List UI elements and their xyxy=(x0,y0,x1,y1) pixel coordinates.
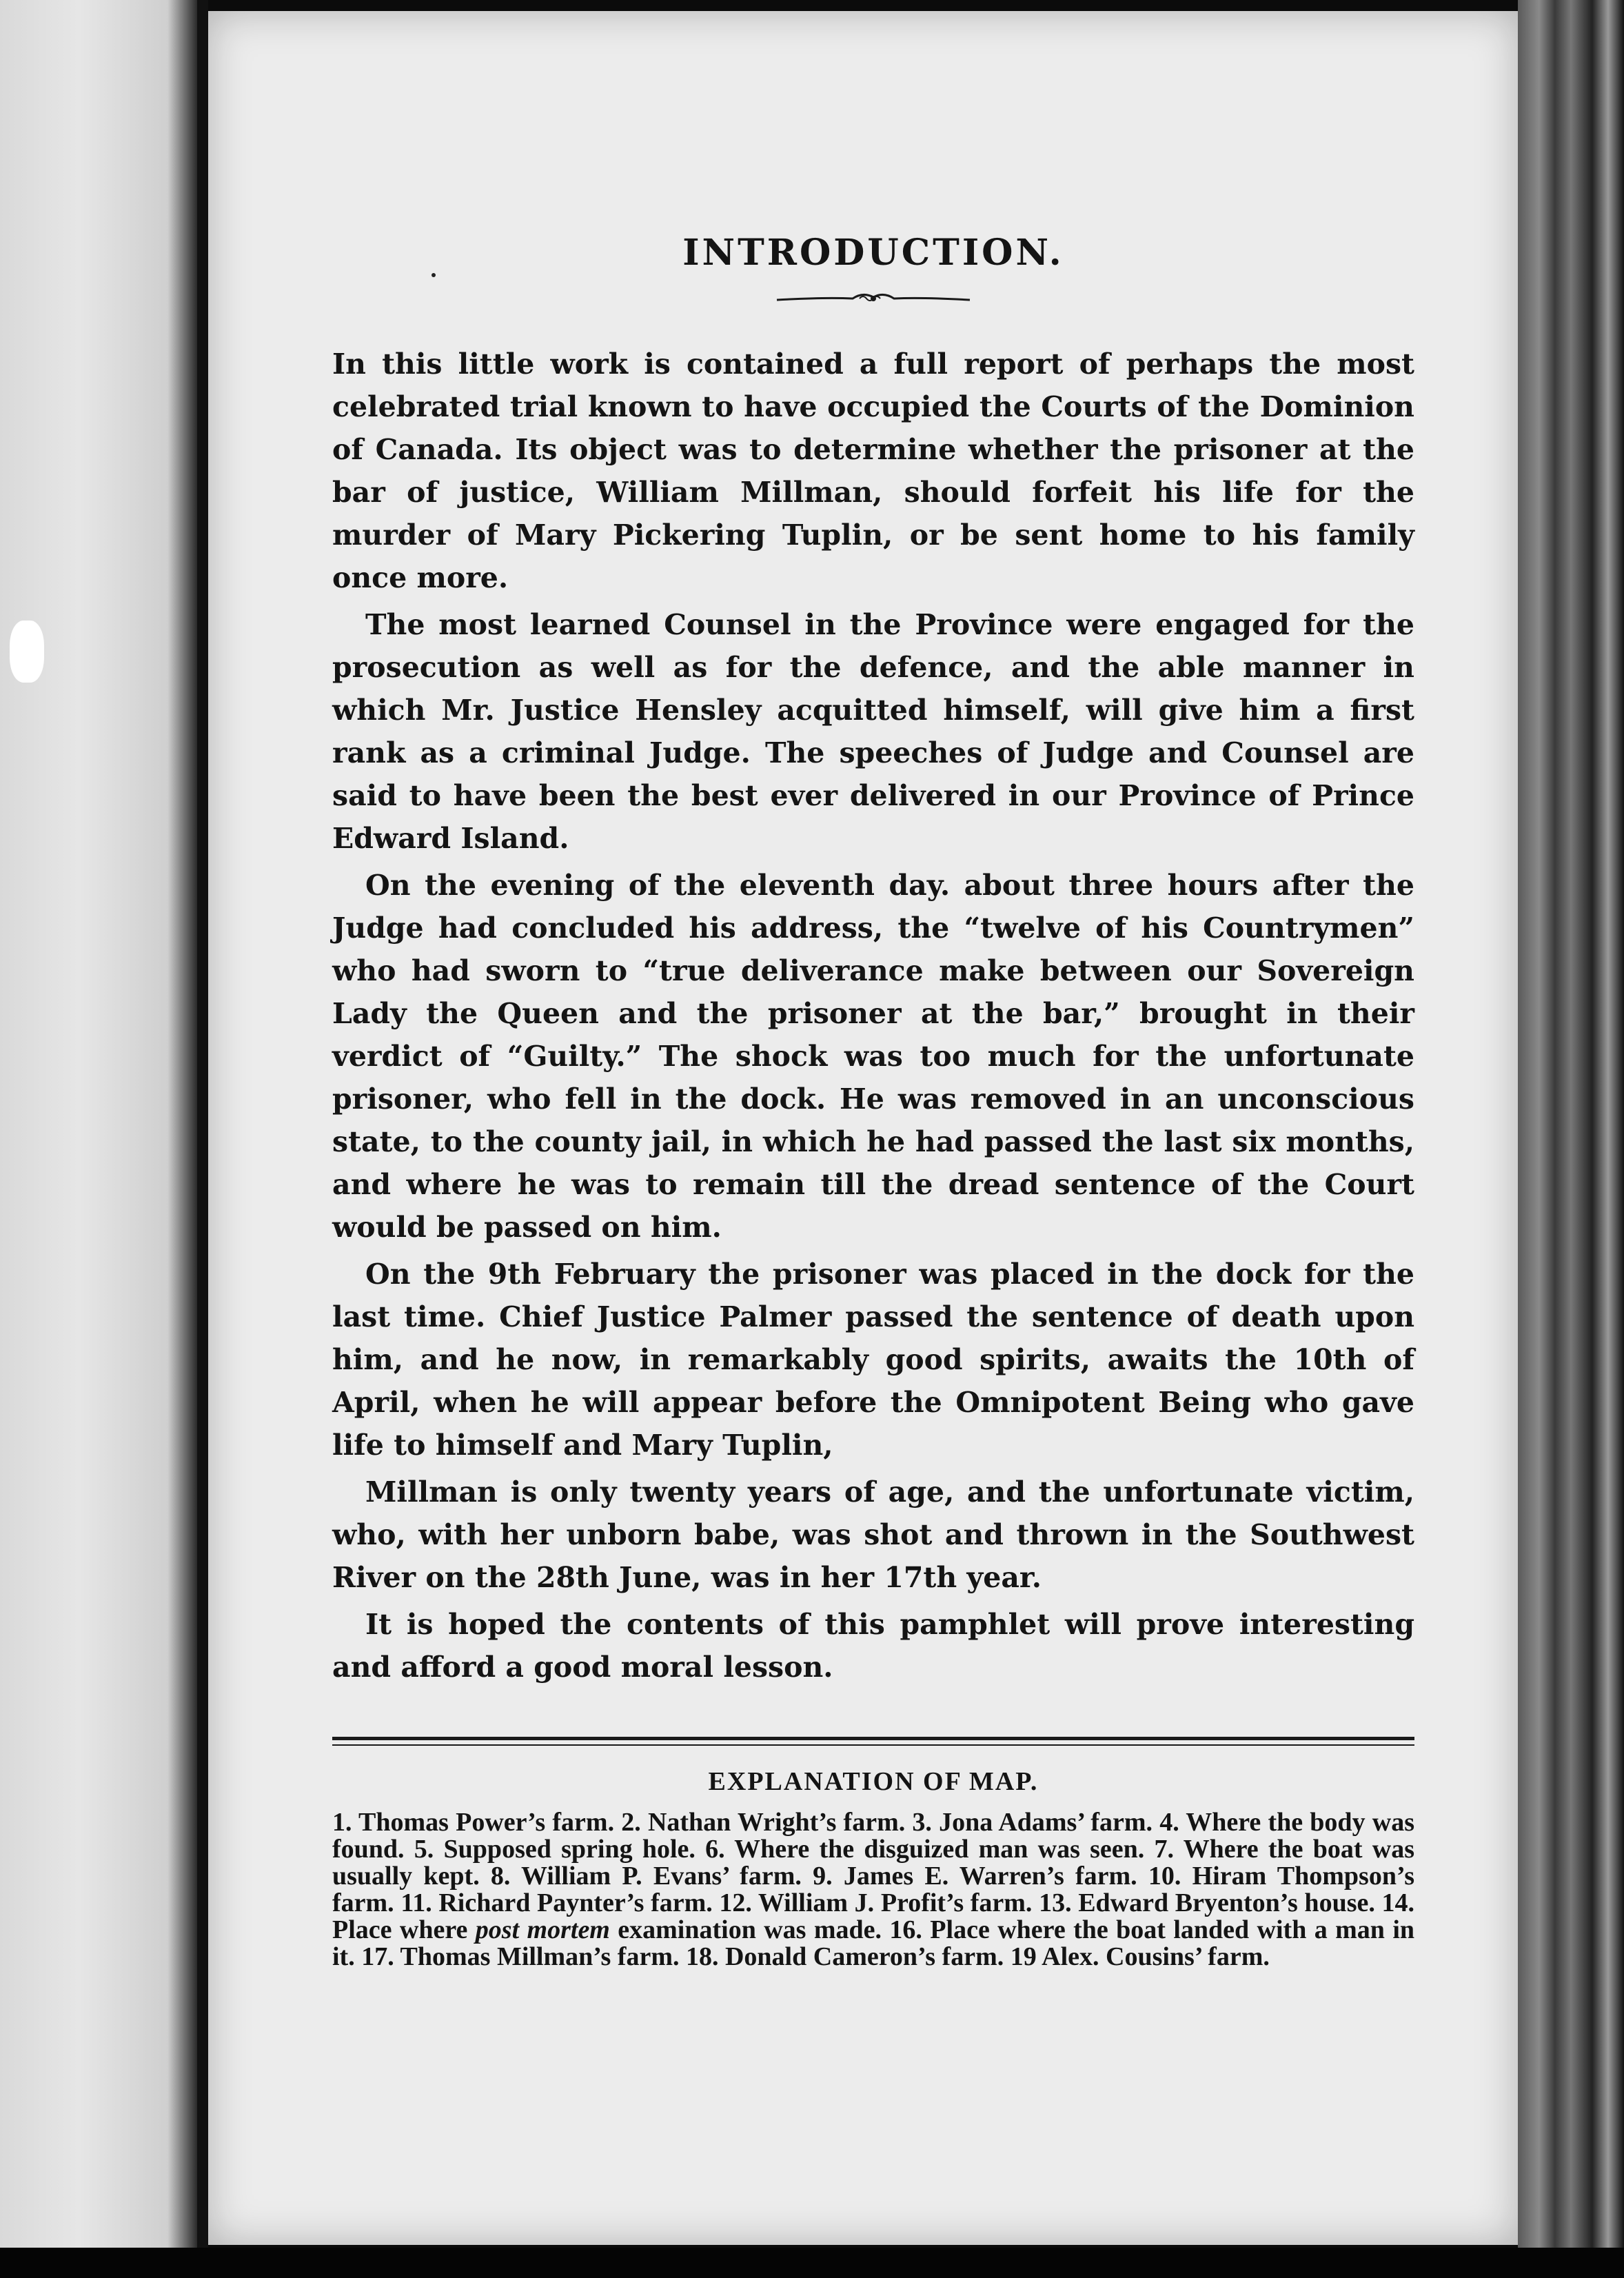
intro-paragraph-1: In this little work is contained a full report of perhaps the most celebrated trial known to have occupied the Courts of the Dominion of Canada. Its object was to determine whether the prisoner at the bar of justice, William Millman, should forfeit his life for the murder of Mary Pickering Tuplin, or be sent home to his family once more. xyxy=(332,347,1414,594)
map-legend-part-1: 1. Thomas Power’s farm. 2. Nathan Wright’s farm. 3. Jona Adams’ farm. 4. Where the body was found. 5. Supposed spring hole. 6. Where the disguized man was seen. 7. Where the boat was usually kept. 8. William P. Evans’ farm. 9. James E. Warren’s farm. 10. Hiram Thompson’s farm. 11. Richard Paynter’s farm. 12. William J. Profit’s farm. 13. Edward Bryenton’s house. 14. Place where xyxy=(332,1808,1414,1944)
map-legend-italic: post mortem xyxy=(475,1915,610,1944)
map-legend-part-2: examination was made. 16. Place where the boat landed with a man in it. 17. Thomas Millman’s farm. 18. Donald Cameron’s farm. 19 Alex. Cousins’ farm. xyxy=(332,1915,1415,1971)
scan-bottom-border xyxy=(0,2248,1624,2278)
page-stack-edge xyxy=(1518,0,1624,2278)
facing-page-edge xyxy=(0,0,197,2278)
ornament-divider xyxy=(770,288,977,308)
section-rule-thin xyxy=(332,1744,1414,1746)
intro-paragraph-4: On the 9th February the prisoner was placed in the dock for the last time. Chief Justice Palmer passed the sentence of death upon him, and he now, in remarkably good spirits, awaits the 10th of April, when he will appear before the Omnipotent Being who gave life to himself and Mary Tuplin, xyxy=(332,1258,1414,1462)
intro-paragraph-5: Millman is only twenty years of age, and the unfortunate victim, who, with her unborn babe, was shot and thrown in the Southwest River on the 28th June, was in her 17th year. xyxy=(332,1475,1414,1594)
section-rule xyxy=(332,1737,1414,1746)
page-content xyxy=(332,232,1414,1970)
intro-paragraph-2: The most learned Counsel in the Province were engaged for the prosecution as well as for the defence, and the able manner in which Mr. Justice Hensley acquitted himself, will give him a first rank as a criminal Judge. The speeches of Judge and Counsel are said to have been the best ever delivered in our Province of Prince Edward Island. xyxy=(332,608,1414,855)
map-legend-text xyxy=(332,1809,1414,1970)
page-title: INTRODUCTION. xyxy=(682,232,1064,274)
paper-blemish xyxy=(10,621,44,683)
book-gutter xyxy=(197,0,208,2278)
printed-page xyxy=(208,11,1518,2245)
intro-paragraph-3: On the evening of the eleventh day. about three hours after the Judge had concluded his address, the “twelve of his Countrymen” who had sworn to “true deliverance make between our Sovereign Lady the Queen and the prisoner at the bar,” brought in their verdict of “Guilty.” The shock was too much for the unfortunate prisoner, who fell in the dock. He was removed in an unconscious state, to the county jail, in which he had passed the last six months, and where he was to remain till the dread sentence of the Court would be passed on him. xyxy=(332,869,1414,1244)
map-legend-heading: EXPLANATION OF MAP. xyxy=(708,1767,1039,1796)
intro-paragraph-6: It is hoped the contents of this pamphlet will prove interesting and afford a good moral lesson. xyxy=(332,1608,1414,1684)
